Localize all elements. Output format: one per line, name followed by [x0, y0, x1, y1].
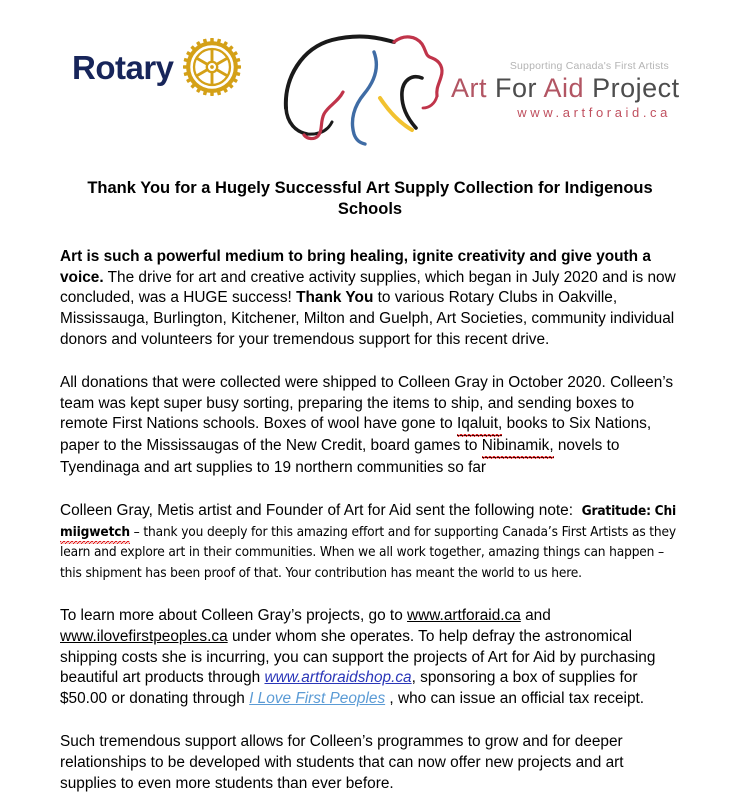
spacer — [60, 584, 680, 606]
spacer — [60, 710, 680, 732]
rotary-logo — [72, 38, 241, 96]
quote-body: – thank you deeply for this amazing effort and for supporting Canada’s First Artists as they learn and explore art in their communities. When we all work together, amazing things can happen – this shipment has been proof of that. Your contribution has meant the world to us here. — [60, 523, 676, 582]
art-for-aid-logo — [276, 22, 680, 152]
spacer — [60, 351, 680, 373]
afa-title-word-for: For — [495, 73, 538, 103]
link-artforaid[interactable]: www.artforaid.ca — [407, 607, 521, 625]
quote-bold-chi: Chi — [654, 502, 677, 519]
para4-text-c: under whom she operates. To help defray the astronomical shipping costs she is incurring, you can support the projects of Art for Aid by purchasing beautiful art products through — [60, 627, 656, 687]
para2-text-a: All donations that were collected were shipped to Colleen Gray in October 2020. Colleen’s team was kept super busy sorting, preparing the items to ship, and sending boxes to remote First Nations schools. Boxes of wool have gone to — [60, 373, 674, 433]
para4-text-e: , who can issue an official tax receipt. — [385, 690, 645, 708]
afa-tagline: Supporting Canada's First Artists — [509, 60, 669, 72]
paragraph-5: Such tremendous support allows for Colleen’s programmes to grow and for deeper relationships to be developed with students that can now offer new projects and art supplies to even more students than ever before. — [60, 733, 624, 792]
para4-text-d: , sponsoring a box of supplies for $50.00 or donating through — [60, 669, 638, 708]
afa-title-word-art: Art — [451, 73, 488, 103]
spellcheck-word-miigwetch: miigwetch — [60, 522, 130, 543]
para2-text-b: books to Six Nations, paper to the Mississaugas of the New Credit, board games to — [60, 415, 652, 455]
afa-title-word-aid: Aid — [543, 73, 585, 103]
para4-text-b: and — [520, 607, 551, 625]
link-ilovefirstpeoples[interactable]: www.ilovefirstpeoples.ca — [60, 627, 228, 645]
link-i-love-first-peoples[interactable]: I Love First Peoples — [249, 690, 386, 708]
afa-url: www.artforaid.ca — [517, 105, 671, 120]
rotary-wheel-icon — [183, 38, 241, 96]
spellcheck-word-nibinamik: Nibinamik, — [482, 436, 554, 458]
art-for-aid-text — [451, 60, 680, 120]
quote-label: Gratitude: — [581, 502, 651, 519]
rotary-wordmark: Rotary — [72, 48, 174, 86]
page-title — [74, 178, 666, 221]
para4-text-a: To learn more about Colleen Gray’s projects, go to — [60, 607, 408, 625]
page-title-line-2: Indigenous Schools — [337, 179, 653, 219]
link-artforaidshop[interactable]: www.artforaidshop.ca — [264, 669, 412, 687]
paragraph-1 — [60, 247, 680, 351]
document-body — [60, 178, 680, 794]
para3-intro: Colleen Gray, Metis artist and Founder of Art for Aid sent the following note: — [60, 501, 573, 519]
paragraph-4 — [60, 606, 680, 710]
page-title-line-1: Thank You for a Hugely Successful Art Supply Collection for — [87, 179, 561, 197]
afa-title-word-project: Project — [592, 73, 680, 103]
spellcheck-word-iqaluit: Iqaluit, — [457, 414, 502, 436]
document-header — [0, 0, 736, 158]
spacer — [60, 221, 680, 247]
para1-bold-lead: Art is such a powerful medium to bring healing, ignite creativity and give youth a voice. — [60, 247, 651, 286]
paragraph-2 — [60, 373, 680, 479]
paragraph-3 — [60, 501, 680, 584]
spacer — [60, 479, 680, 501]
para1-text-a: The drive for art and creative activity supplies, which began in July 2020 and is now concluded, was a HUGE success! — [60, 268, 676, 307]
para2-text-c: novels to Tyendinaga and art supplies to 19 northern communities so far — [60, 437, 620, 477]
afa-title — [451, 73, 680, 104]
para1-bold-thank-you: Thank You — [296, 289, 374, 307]
para1-text-b: to various Rotary Clubs in Oakville, Mississauga, Burlington, Kitchener, Milton and Guelph, Art Societies, community individual donors and volunteers for your tremendous support for this recent drive. — [60, 289, 675, 349]
